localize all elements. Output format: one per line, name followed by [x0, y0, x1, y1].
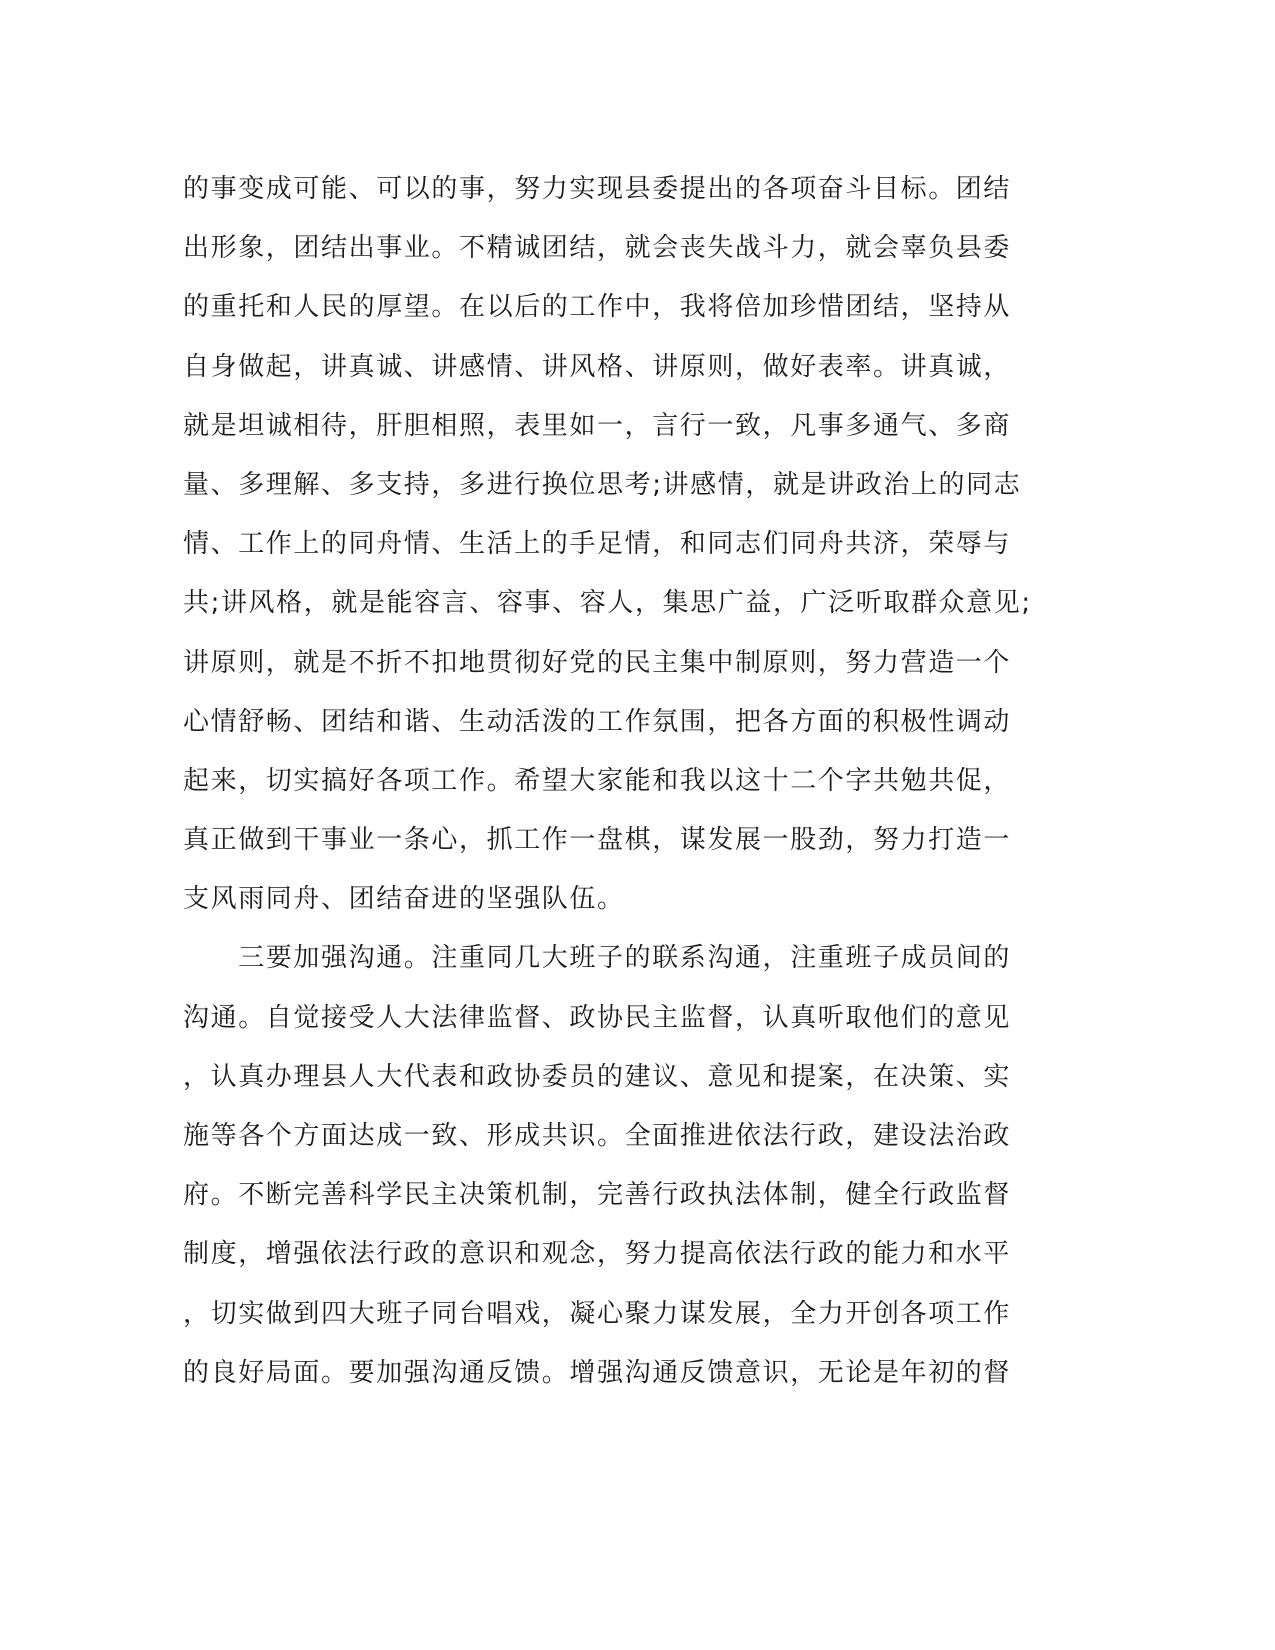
text-line: 心情舒畅、团结和谐、生动活泼的工作氛围，把各方面的积极性调动 [183, 706, 1012, 737]
text-line: 的事变成可能、可以的事，努力实现县委提出的各项奋斗目标。团结 [183, 174, 1012, 204]
text-line: 制度，增强依法行政的意识和观念，努力提高依法行政的能力和水平 [183, 1239, 1012, 1270]
text-line: ，认真办理县人大代表和政协委员的建议、意见和提案，在决策、实 [183, 1061, 1012, 1092]
text-line: 支风雨同舟、团结奋进的坚强队伍。 [183, 884, 625, 915]
text-line: 沟通。自觉接受人大法律监督、政协民主监督，认真听取他们的意见 [183, 1002, 1012, 1033]
text-line: 的良好局面。要加强沟通反馈。增强沟通反馈意识，无论是年初的督 [183, 1357, 1012, 1388]
text-line: 出形象，团结出事业。不精诚团结，就会丧失战斗力，就会辜负县委 [183, 233, 1012, 264]
body-text [183, 160, 1063, 1403]
text-line: 的重托和人民的厚望。在以后的工作中，我将倍加珍惜团结，坚持从 [183, 292, 1012, 323]
text-line: 讲原则，就是不折不扣地贯彻好党的民主集中制原则，努力营造一个 [183, 647, 1012, 678]
text-line: 真正做到干事业一条心，抓工作一盘棋，谋发展一股劲，努力打造一 [183, 825, 1012, 856]
text-line: 府。不断完善科学民主决策机制，完善行政执法体制，健全行政监督 [183, 1180, 1012, 1211]
text-line: 共;讲风格，就是能容言、容事、容人，集思广益，广泛听取群众意见; [183, 588, 1032, 619]
paragraph-start-line: 三要加强沟通。注重同几大班子的联系沟通，注重班子成员间的 [183, 943, 1012, 974]
text-line: 施等各个方面达成一致、形成共识。全面推进依法行政，建设法治政 [183, 1121, 1012, 1151]
text-line: 就是坦诚相待，肝胆相照，表里如一，言行一致，凡事多通气、多商 [183, 410, 1012, 441]
text-line: 量、多理解、多支持，多进行换位思考;讲感情，就是讲政治上的同志 [183, 469, 1022, 500]
text-line: 自身做起，讲真诚、讲感情、讲风格、讲原则，做好表率。讲真诚， [183, 351, 1012, 382]
text-line: 起来，切实搞好各项工作。希望大家能和我以这十二个字共勉共促， [183, 765, 1012, 796]
text-line: ，切实做到四大班子同台唱戏，凝心聚力谋发展，全力开创各项工作 [183, 1298, 1012, 1329]
text-line: 情、工作上的同舟情、生活上的手足情，和同志们同舟共济，荣辱与 [183, 529, 1012, 560]
